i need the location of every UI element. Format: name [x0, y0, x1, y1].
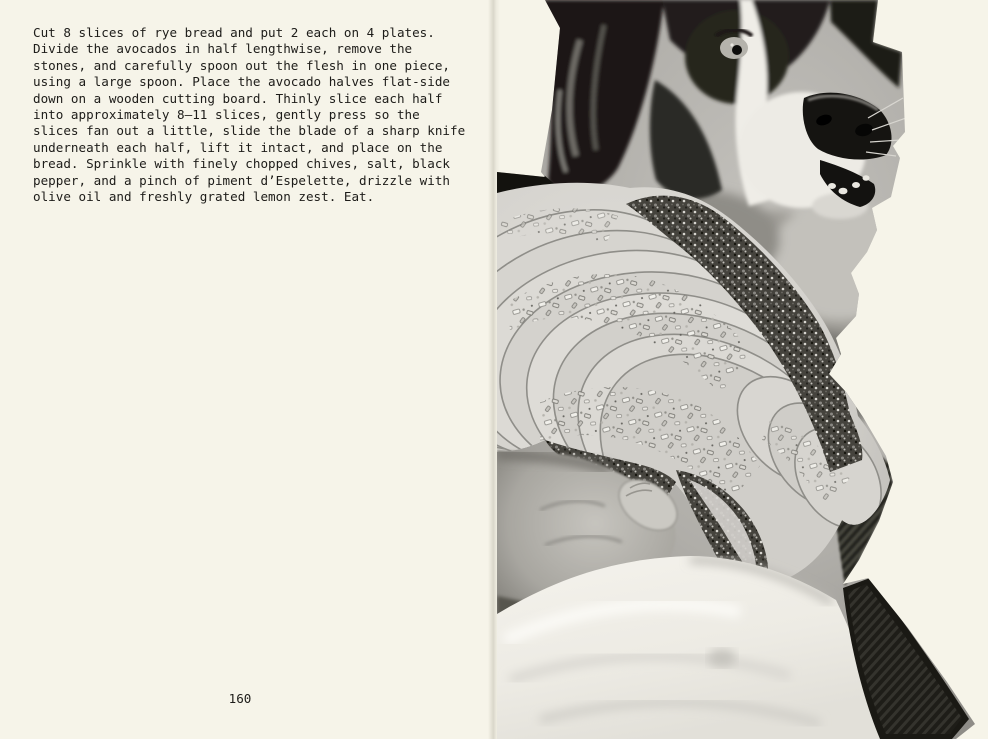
recipe-line: Divide the avocados in half lengthwise, remove the	[33, 41, 413, 57]
recipe-line: slices fan out a little, slide the blade of a sharp knife	[33, 123, 466, 139]
recipe-text	[33, 25, 465, 205]
recipe-line: stones, and carefully spoon out the flesh in one piece,	[33, 57, 451, 73]
recipe-line: Cut 8 slices of rye bread and put 2 each on 4 plates.	[33, 25, 435, 40]
recipe-line: underneath each half, lift it intact, and place on the	[33, 139, 443, 155]
shirt-dimple	[708, 649, 736, 667]
recipe-line: down on a wooden cutting board. Thinly slice each half	[33, 90, 443, 106]
recipe-line: bread. Sprinkle with finely chopped chives, salt, black	[33, 156, 451, 172]
recipe-line: pepper, and a pinch of piment d’Espelette, drizzle with	[33, 172, 451, 188]
recipe-line: using a large spoon. Place the avocado halves flat-side	[33, 74, 451, 90]
recipe-line: olive oil and freshly grated lemon zest. Eat.	[33, 189, 375, 205]
page-number: 160	[228, 691, 252, 706]
dog-teeth	[828, 183, 836, 189]
collage-photo	[497, 0, 988, 739]
recipe-line: into approximately 8–11 slices, gently press so the	[33, 107, 420, 123]
right-page	[497, 0, 988, 739]
